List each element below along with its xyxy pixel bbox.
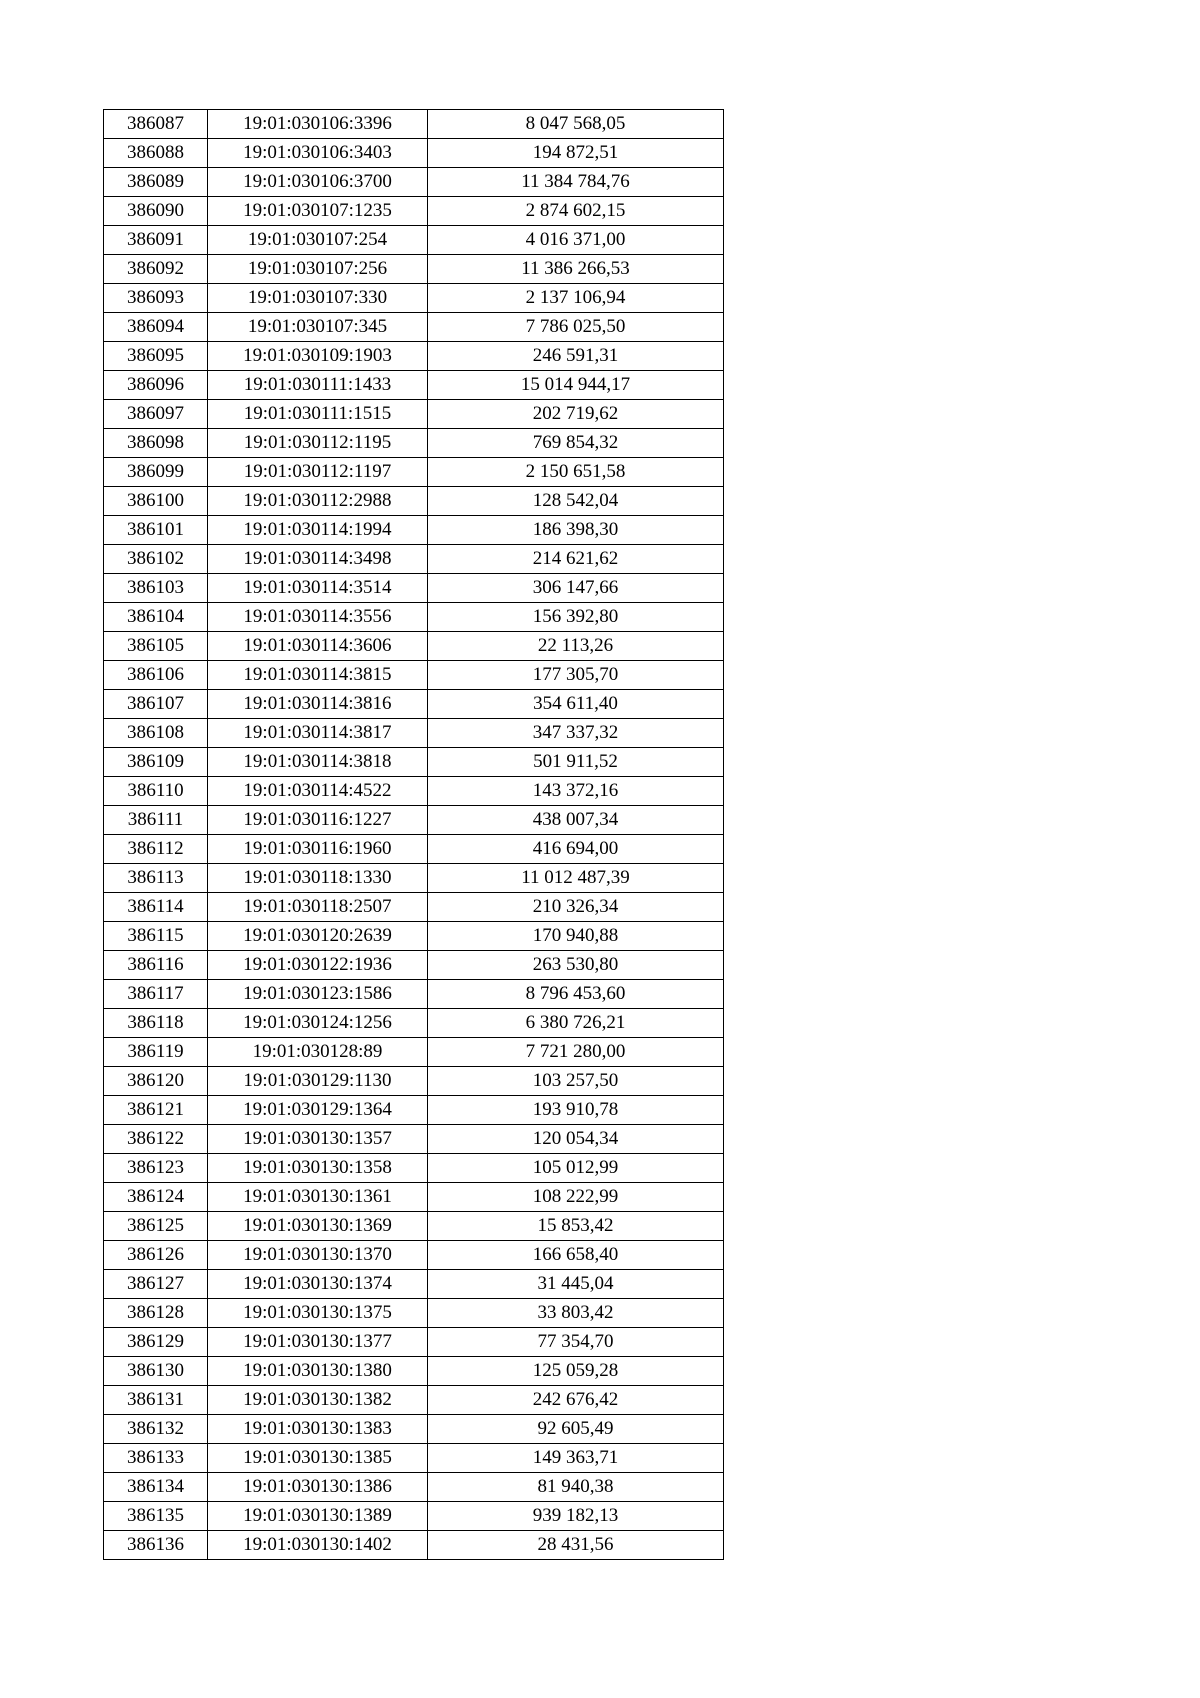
cadastral-number-cell: 19:01:030118:1330 <box>208 864 428 893</box>
cadastral-value-cell: 11 384 784,76 <box>428 168 724 197</box>
cadastral-number-cell: 19:01:030107:256 <box>208 255 428 284</box>
table-row <box>104 893 724 922</box>
cadastral-number-cell: 19:01:030106:3403 <box>208 139 428 168</box>
table-row <box>104 1125 724 1154</box>
table-row <box>104 545 724 574</box>
row-number-cell: 386097 <box>104 400 208 429</box>
row-number-cell: 386117 <box>104 980 208 1009</box>
cadastral-value-cell: 246 591,31 <box>428 342 724 371</box>
cadastral-value-cell: 11 386 266,53 <box>428 255 724 284</box>
cadastral-number-cell: 19:01:030130:1380 <box>208 1357 428 1386</box>
table-row <box>104 1270 724 1299</box>
cadastral-number-cell: 19:01:030111:1515 <box>208 400 428 429</box>
row-number-cell: 386121 <box>104 1096 208 1125</box>
cadastral-number-cell: 19:01:030107:345 <box>208 313 428 342</box>
table-row <box>104 197 724 226</box>
cadastral-number-cell: 19:01:030130:1374 <box>208 1270 428 1299</box>
cadastral-number-cell: 19:01:030130:1389 <box>208 1502 428 1531</box>
cadastral-value-cell: 11 012 487,39 <box>428 864 724 893</box>
cadastral-value-cell: 202 719,62 <box>428 400 724 429</box>
table-row <box>104 603 724 632</box>
cadastral-number-cell: 19:01:030130:1370 <box>208 1241 428 1270</box>
row-number-cell: 386087 <box>104 110 208 139</box>
cadastral-value-cell: 2 150 651,58 <box>428 458 724 487</box>
row-number-cell: 386105 <box>104 632 208 661</box>
cadastral-number-cell: 19:01:030120:2639 <box>208 922 428 951</box>
cadastral-number-cell: 19:01:030114:3816 <box>208 690 428 719</box>
row-number-cell: 386111 <box>104 806 208 835</box>
table-row <box>104 1183 724 1212</box>
row-number-cell: 386104 <box>104 603 208 632</box>
row-number-cell: 386128 <box>104 1299 208 1328</box>
row-number-cell: 386112 <box>104 835 208 864</box>
table-row <box>104 690 724 719</box>
table-row <box>104 980 724 1009</box>
cadastral-value-cell: 186 398,30 <box>428 516 724 545</box>
row-number-cell: 386124 <box>104 1183 208 1212</box>
cadastral-value-table <box>103 109 724 1560</box>
cadastral-number-cell: 19:01:030130:1382 <box>208 1386 428 1415</box>
cadastral-number-cell: 19:01:030130:1377 <box>208 1328 428 1357</box>
cadastral-value-cell: 33 803,42 <box>428 1299 724 1328</box>
cadastral-number-cell: 19:01:030130:1402 <box>208 1531 428 1560</box>
cadastral-value-cell: 166 658,40 <box>428 1241 724 1270</box>
cadastral-value-cell: 939 182,13 <box>428 1502 724 1531</box>
cadastral-number-cell: 19:01:030129:1130 <box>208 1067 428 1096</box>
row-number-cell: 386099 <box>104 458 208 487</box>
row-number-cell: 386102 <box>104 545 208 574</box>
cadastral-value-cell: 438 007,34 <box>428 806 724 835</box>
table-row <box>104 864 724 893</box>
row-number-cell: 386114 <box>104 893 208 922</box>
cadastral-value-cell: 177 305,70 <box>428 661 724 690</box>
cadastral-number-cell: 19:01:030111:1433 <box>208 371 428 400</box>
cadastral-number-cell: 19:01:030114:4522 <box>208 777 428 806</box>
cadastral-number-cell: 19:01:030124:1256 <box>208 1009 428 1038</box>
row-number-cell: 386096 <box>104 371 208 400</box>
table-row <box>104 429 724 458</box>
table-row <box>104 168 724 197</box>
cadastral-value-cell: 105 012,99 <box>428 1154 724 1183</box>
cadastral-value-cell: 103 257,50 <box>428 1067 724 1096</box>
table-row <box>104 342 724 371</box>
cadastral-number-cell: 19:01:030114:3556 <box>208 603 428 632</box>
row-number-cell: 386127 <box>104 1270 208 1299</box>
row-number-cell: 386113 <box>104 864 208 893</box>
row-number-cell: 386129 <box>104 1328 208 1357</box>
row-number-cell: 386134 <box>104 1473 208 1502</box>
table-row <box>104 1038 724 1067</box>
row-number-cell: 386107 <box>104 690 208 719</box>
row-number-cell: 386109 <box>104 748 208 777</box>
row-number-cell: 386100 <box>104 487 208 516</box>
row-number-cell: 386110 <box>104 777 208 806</box>
table-row <box>104 110 724 139</box>
table-row <box>104 516 724 545</box>
cadastral-number-cell: 19:01:030130:1383 <box>208 1415 428 1444</box>
cadastral-number-cell: 19:01:030118:2507 <box>208 893 428 922</box>
row-number-cell: 386119 <box>104 1038 208 1067</box>
cadastral-value-cell: 143 372,16 <box>428 777 724 806</box>
row-number-cell: 386136 <box>104 1531 208 1560</box>
table-row <box>104 255 724 284</box>
row-number-cell: 386094 <box>104 313 208 342</box>
cadastral-value-cell: 31 445,04 <box>428 1270 724 1299</box>
row-number-cell: 386118 <box>104 1009 208 1038</box>
table-row <box>104 922 724 951</box>
cadastral-value-cell: 128 542,04 <box>428 487 724 516</box>
cadastral-number-cell: 19:01:030130:1386 <box>208 1473 428 1502</box>
cadastral-value-cell: 210 326,34 <box>428 893 724 922</box>
table-row <box>104 1502 724 1531</box>
cadastral-number-cell: 19:01:030107:330 <box>208 284 428 313</box>
cadastral-value-cell: 2 137 106,94 <box>428 284 724 313</box>
cadastral-value-cell: 501 911,52 <box>428 748 724 777</box>
cadastral-number-cell: 19:01:030114:3514 <box>208 574 428 603</box>
cadastral-value-cell: 354 611,40 <box>428 690 724 719</box>
table-row <box>104 951 724 980</box>
table-row <box>104 1241 724 1270</box>
cadastral-number-cell: 19:01:030114:3606 <box>208 632 428 661</box>
table-row <box>104 1009 724 1038</box>
cadastral-value-cell: 15 853,42 <box>428 1212 724 1241</box>
row-number-cell: 386131 <box>104 1386 208 1415</box>
table-row <box>104 806 724 835</box>
row-number-cell: 386132 <box>104 1415 208 1444</box>
cadastral-value-cell: 28 431,56 <box>428 1531 724 1560</box>
cadastral-number-cell: 19:01:030122:1936 <box>208 951 428 980</box>
row-number-cell: 386091 <box>104 226 208 255</box>
table-row <box>104 1531 724 1560</box>
table-row <box>104 1067 724 1096</box>
cadastral-number-cell: 19:01:030116:1227 <box>208 806 428 835</box>
cadastral-number-cell: 19:01:030114:3815 <box>208 661 428 690</box>
table-row <box>104 632 724 661</box>
table-row <box>104 371 724 400</box>
cadastral-value-cell: 108 222,99 <box>428 1183 724 1212</box>
table-row <box>104 835 724 864</box>
table-row <box>104 1096 724 1125</box>
row-number-cell: 386116 <box>104 951 208 980</box>
cadastral-value-cell: 347 337,32 <box>428 719 724 748</box>
table-row <box>104 1473 724 1502</box>
row-number-cell: 386133 <box>104 1444 208 1473</box>
row-number-cell: 386135 <box>104 1502 208 1531</box>
row-number-cell: 386095 <box>104 342 208 371</box>
cadastral-value-cell: 769 854,32 <box>428 429 724 458</box>
cadastral-number-cell: 19:01:030130:1361 <box>208 1183 428 1212</box>
cadastral-value-cell: 15 014 944,17 <box>428 371 724 400</box>
table-row <box>104 139 724 168</box>
row-number-cell: 386125 <box>104 1212 208 1241</box>
cadastral-value-cell: 193 910,78 <box>428 1096 724 1125</box>
row-number-cell: 386089 <box>104 168 208 197</box>
row-number-cell: 386101 <box>104 516 208 545</box>
table-row <box>104 1212 724 1241</box>
row-number-cell: 386103 <box>104 574 208 603</box>
cadastral-number-cell: 19:01:030114:3818 <box>208 748 428 777</box>
cadastral-value-cell: 242 676,42 <box>428 1386 724 1415</box>
table-row <box>104 1386 724 1415</box>
cadastral-number-cell: 19:01:030112:1195 <box>208 429 428 458</box>
cadastral-value-cell: 92 605,49 <box>428 1415 724 1444</box>
row-number-cell: 386088 <box>104 139 208 168</box>
table-row <box>104 487 724 516</box>
cadastral-value-cell: 8 047 568,05 <box>428 110 724 139</box>
cadastral-number-cell: 19:01:030109:1903 <box>208 342 428 371</box>
cadastral-value-cell: 77 354,70 <box>428 1328 724 1357</box>
cadastral-value-cell: 170 940,88 <box>428 922 724 951</box>
cadastral-value-cell: 125 059,28 <box>428 1357 724 1386</box>
cadastral-number-cell: 19:01:030130:1357 <box>208 1125 428 1154</box>
cadastral-number-cell: 19:01:030130:1385 <box>208 1444 428 1473</box>
cadastral-number-cell: 19:01:030129:1364 <box>208 1096 428 1125</box>
row-number-cell: 386093 <box>104 284 208 313</box>
cadastral-value-cell: 194 872,51 <box>428 139 724 168</box>
row-number-cell: 386120 <box>104 1067 208 1096</box>
table-row <box>104 748 724 777</box>
table-row <box>104 1357 724 1386</box>
cadastral-number-cell: 19:01:030130:1369 <box>208 1212 428 1241</box>
table-row <box>104 1415 724 1444</box>
cadastral-number-cell: 19:01:030130:1358 <box>208 1154 428 1183</box>
cadastral-value-cell: 7 786 025,50 <box>428 313 724 342</box>
cadastral-number-cell: 19:01:030112:2988 <box>208 487 428 516</box>
table-row <box>104 661 724 690</box>
cadastral-number-cell: 19:01:030106:3700 <box>208 168 428 197</box>
cadastral-value-cell: 6 380 726,21 <box>428 1009 724 1038</box>
cadastral-value-cell: 2 874 602,15 <box>428 197 724 226</box>
cadastral-value-cell: 306 147,66 <box>428 574 724 603</box>
row-number-cell: 386123 <box>104 1154 208 1183</box>
row-number-cell: 386108 <box>104 719 208 748</box>
cadastral-number-cell: 19:01:030114:3498 <box>208 545 428 574</box>
cadastral-value-cell: 149 363,71 <box>428 1444 724 1473</box>
table-row <box>104 777 724 806</box>
cadastral-number-cell: 19:01:030114:1994 <box>208 516 428 545</box>
cadastral-number-cell: 19:01:030130:1375 <box>208 1299 428 1328</box>
table-row <box>104 226 724 255</box>
table-row <box>104 1154 724 1183</box>
cadastral-number-cell: 19:01:030123:1586 <box>208 980 428 1009</box>
table-body <box>104 110 724 1560</box>
cadastral-value-cell: 156 392,80 <box>428 603 724 632</box>
cadastral-number-cell: 19:01:030114:3817 <box>208 719 428 748</box>
table-row <box>104 400 724 429</box>
cadastral-value-cell: 22 113,26 <box>428 632 724 661</box>
cadastral-value-cell: 214 621,62 <box>428 545 724 574</box>
row-number-cell: 386106 <box>104 661 208 690</box>
row-number-cell: 386115 <box>104 922 208 951</box>
row-number-cell: 386122 <box>104 1125 208 1154</box>
table-row <box>104 1444 724 1473</box>
table-row <box>104 1299 724 1328</box>
table-row <box>104 574 724 603</box>
cadastral-number-cell: 19:01:030107:1235 <box>208 197 428 226</box>
row-number-cell: 386092 <box>104 255 208 284</box>
cadastral-number-cell: 19:01:030106:3396 <box>208 110 428 139</box>
cadastral-value-cell: 4 016 371,00 <box>428 226 724 255</box>
cadastral-value-cell: 263 530,80 <box>428 951 724 980</box>
row-number-cell: 386090 <box>104 197 208 226</box>
row-number-cell: 386126 <box>104 1241 208 1270</box>
cadastral-number-cell: 19:01:030107:254 <box>208 226 428 255</box>
cadastral-value-cell: 8 796 453,60 <box>428 980 724 1009</box>
cadastral-value-cell: 81 940,38 <box>428 1473 724 1502</box>
row-number-cell: 386130 <box>104 1357 208 1386</box>
cadastral-value-cell: 120 054,34 <box>428 1125 724 1154</box>
cadastral-value-cell: 416 694,00 <box>428 835 724 864</box>
table-row <box>104 313 724 342</box>
table-row <box>104 1328 724 1357</box>
cadastral-value-cell: 7 721 280,00 <box>428 1038 724 1067</box>
cadastral-number-cell: 19:01:030128:89 <box>208 1038 428 1067</box>
cadastral-number-cell: 19:01:030112:1197 <box>208 458 428 487</box>
cadastral-number-cell: 19:01:030116:1960 <box>208 835 428 864</box>
table-row <box>104 719 724 748</box>
table-row <box>104 458 724 487</box>
table-row <box>104 284 724 313</box>
row-number-cell: 386098 <box>104 429 208 458</box>
